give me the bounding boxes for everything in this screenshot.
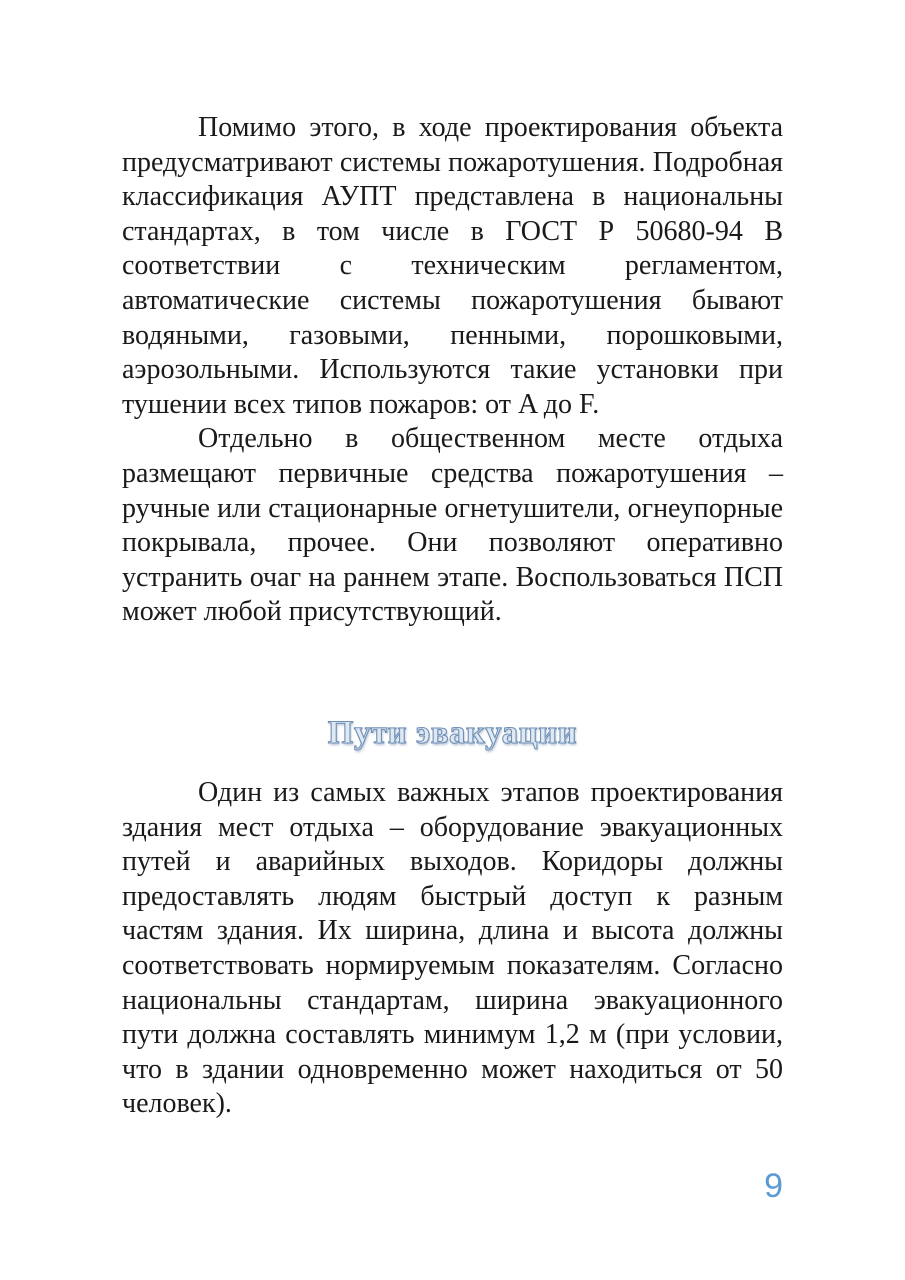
paragraph-evacuation-routes: Один из самых важных этапов проектирования здания мест отдыха – оборудование эвакуационных путей и аварийных выходов. Коридоры должны предоставлять людям быстрый доступ к разным частям здания. Их ширина, длина и высота должны соответствовать нормируемым показателям. Согласно национальны стандартам, ширина эвакуационного пути должна составлять минимум 1,2 м (при условии, что в здании одновременно может находиться от 50 человек). — [122, 777, 783, 1120]
page-number: 9 — [764, 1167, 783, 1205]
text-section-fire-suppression — [122, 111, 783, 630]
text-section-evacuation — [122, 776, 783, 1122]
paragraph-primary-extinguishing-means: Отдельно в общественном месте отдыха размещают первичные средства пожаротушения – ручные или стационарные огнетушители, огнеупорные покрывала, прочее. Они позволяют оперативно устранить очаг на раннем этапе. Воспользоваться ПСП может любой присутствующий. — [122, 423, 783, 628]
paragraph-fire-suppression-systems: Помимо этого, в ходе проектирования объекта предусматривают системы пожаротушения. Подробная классификация АУПТ представлена в национальны стандартах, в том числе в ГОСТ Р 50680-94 В соответствии с техническим регламентом, автоматические системы пожаротушения бывают водяными, газовыми, пенными, порошковыми, аэрозольными. Используются такие установки при тушении всех типов пожаров: от A до F. — [122, 112, 783, 420]
section-heading: Пути эвакуации — [327, 715, 578, 751]
